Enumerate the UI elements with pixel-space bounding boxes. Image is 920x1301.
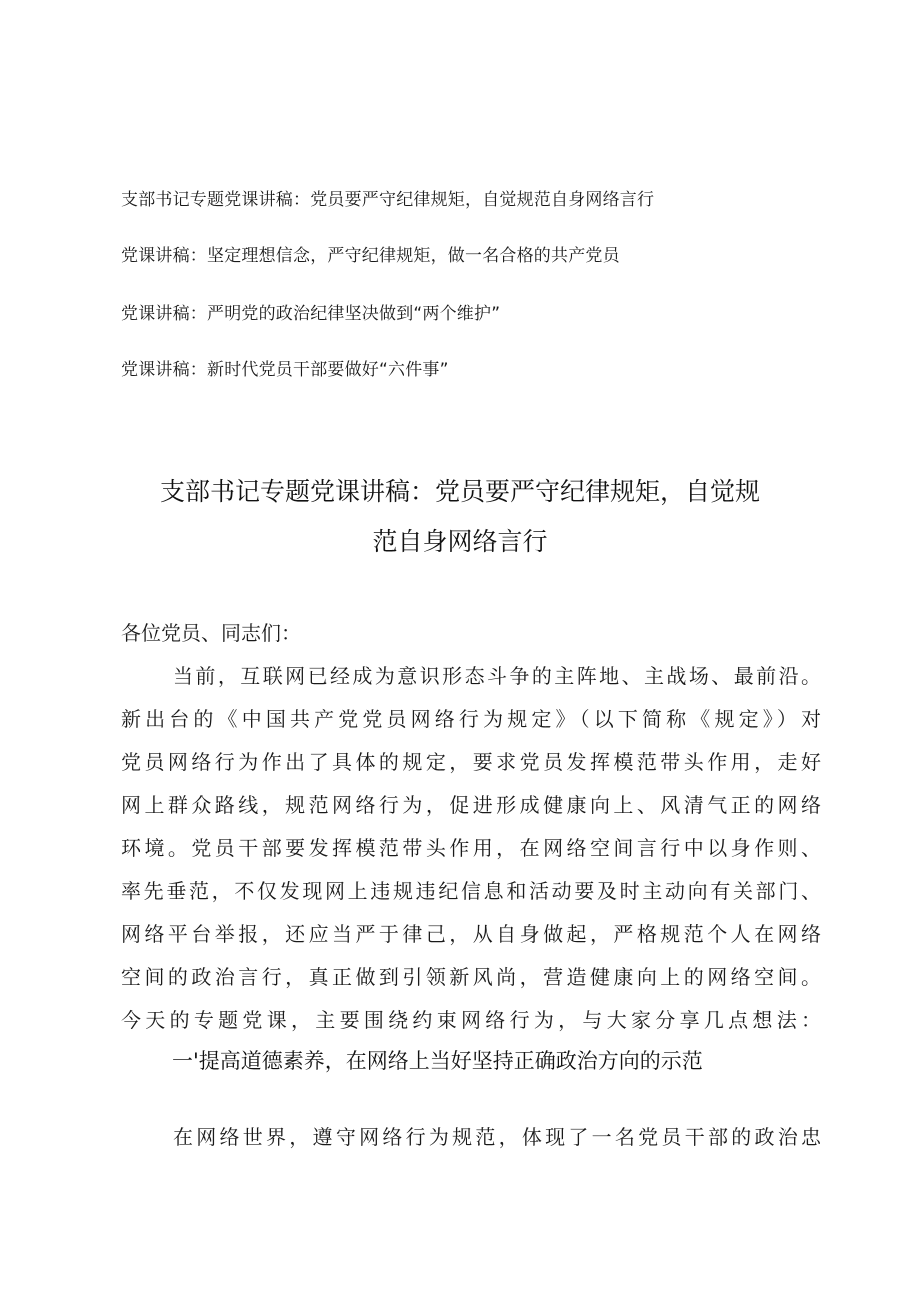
paragraph-1-line: 率先垂范，不仅发现网上违规违纪信息和活动要及时主动向有关部门、 (121, 879, 821, 903)
toc-item-4: 党课讲稿：新时代党员干部要做好“六件事” (121, 360, 449, 380)
paragraph-1-line: 当前，互联网已经成为意识形态斗争的主阵地、主战场、最前沿。 (173, 664, 821, 688)
document-title-line-1: 支部书记专题党课讲稿：党员要严守纪律规矩，自觉规 (159, 477, 760, 506)
paragraph-1-line: 网上群众路线，规范网络行为，促进形成健康向上、风清气正的网络 (121, 793, 821, 817)
toc-item-2: 党课讲稿：坚定理想信念，严守纪律规矩，做一名合格的共产党员 (121, 246, 620, 266)
paragraph-1-line: 今天的专题党课，主要围绕约束网络行为，与大家分享几点想法： (121, 1008, 821, 1032)
paragraph-1-line: 网络平台举报，还应当严于律己，从自身做起，严格规范个人在网络 (121, 922, 821, 946)
paragraph-1-line: 环境。党员干部要发挥模范带头作用，在网络空间言行中以身作则、 (121, 836, 821, 860)
toc-item-3: 党课讲稿：严明党的政治纪律坚决做到“两个维护” (121, 304, 501, 324)
paragraph-1-line: 新出台的《中国共产党党员网络行为规定》（以下简称《规定》）对 (121, 707, 821, 731)
paragraph-1-line: 党员网络行为作出了具体的规定，要求党员发挥模范带头作用，走好 (121, 750, 821, 774)
toc-item-1: 支部书记专题党课讲稿：党员要严守纪律规矩，自觉规范自身网络言行 (121, 190, 655, 210)
document-title-line-2: 范自身网络言行 (372, 527, 548, 556)
section-heading-1: 一'提高道德素养，在网络上当好坚持正确政治方向的示范 (172, 1049, 703, 1073)
paragraph-1-line: 空间的政治言行，真正做到引领新风尚，营造健康向上的网络空间。 (121, 965, 821, 989)
paragraph-2-line: 在网络世界，遵守网络行为规范，体现了一名党员干部的政治忠 (173, 1125, 821, 1149)
salutation: 各位党员、同志们： (121, 621, 301, 645)
